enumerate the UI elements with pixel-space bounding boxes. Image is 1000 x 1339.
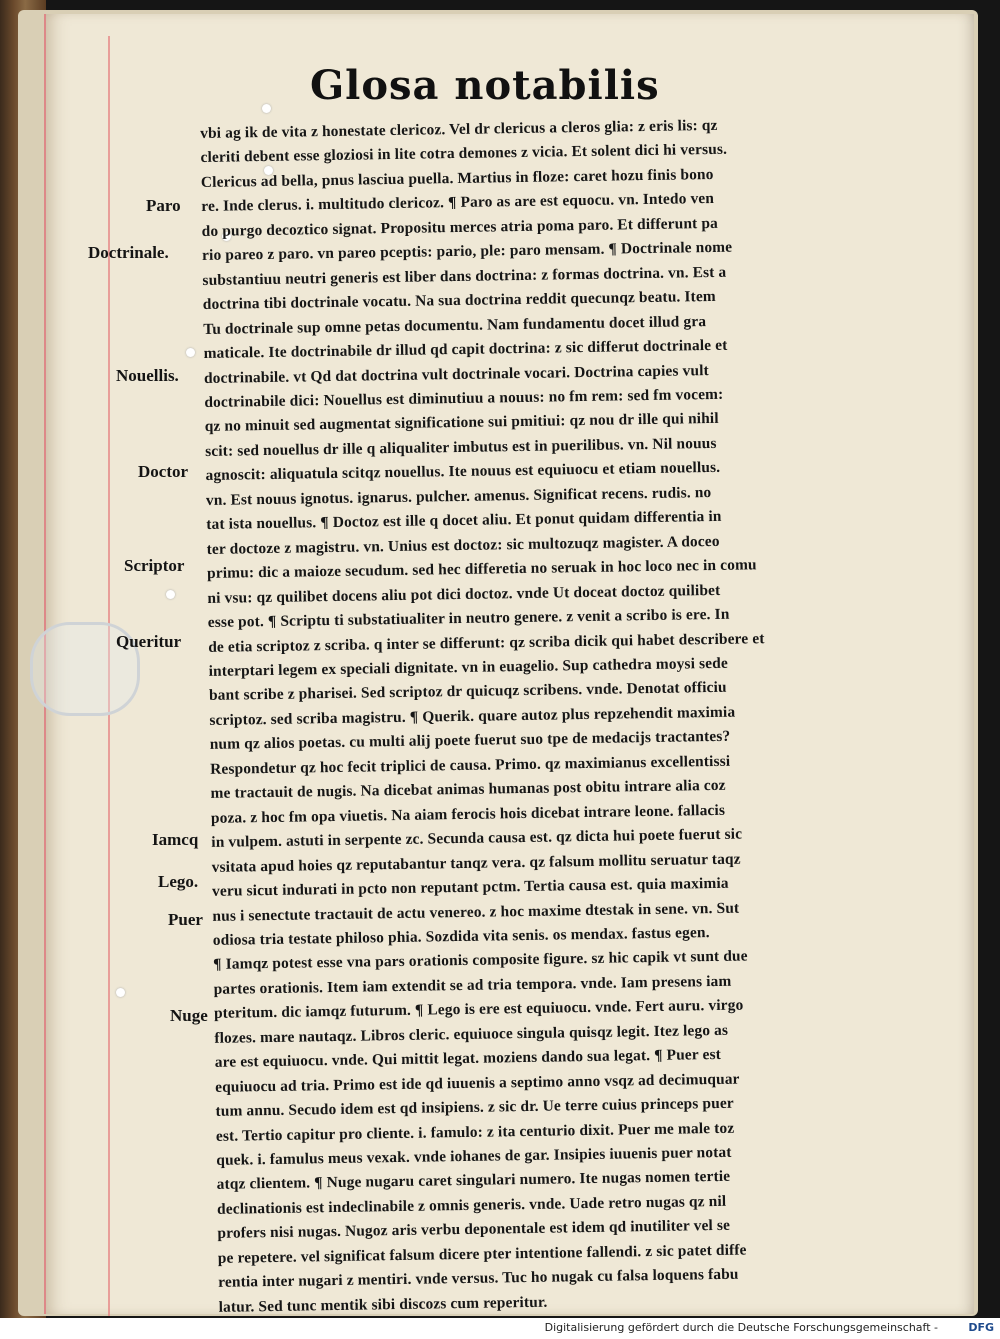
text-line: veru sicut indurati in pcto non reputant pctm. Tertia causa est. quia maximia <box>211 874 729 900</box>
text-line: rentia inter nugari z mentiri. vnde versus. Tuc ho nugak cu falsa loquens fabu <box>218 1265 739 1292</box>
text-line: tum annu. Secudo idem est qd insipiens. z sic dr. Ue terre cuius princeps puer <box>215 1094 734 1121</box>
text-line: odiosa tria testate philoso phia. Sozdida vita senis. os mendax. fastus egen. <box>212 924 710 949</box>
margin-label: Lego. <box>158 872 199 891</box>
text-line: doctrinabile dici: Nouellus est diminutiuu a nouus: no fm rem: sed fm vocem: <box>204 385 724 411</box>
text-line: ni vsu: qz quilibet docens aliu pot dici doctoz. vnde Ut doceat doctoz quilibet <box>207 581 721 607</box>
text-line: qz no minuit sed augmentat significatione sui pmitiui: qz nou dr ille qui nihil <box>204 410 719 436</box>
margin-label: Nouellis. <box>116 366 179 385</box>
text-line: ter doctoze z magistru. vn. Unius est doctoz: sic multozuqz magister. A doceo <box>206 532 720 558</box>
wormhole <box>262 104 271 113</box>
main-text-block <box>200 111 919 1320</box>
wormhole <box>116 988 125 997</box>
text-line: interptari legem ex speciali dignitate. vn in euagelio. Sup cathedra moysi sede <box>208 654 728 680</box>
text-line: maticale. Ite doctrinabile dr illud qd capit doctrina: z sic differut doctrinale et <box>203 336 728 363</box>
footer-bar <box>0 1318 1000 1339</box>
text-line: do purgo decoztico signat. Propositu merces atria poma paro. Et differunt pa <box>201 214 719 240</box>
margin-label: Paro <box>146 196 181 215</box>
text-line: Respondetur qz hoc fecit triplici de causa. Primo. qz maximianus excellentissi <box>210 752 731 778</box>
text-line: agnoscit: aliquatula scitqz nouellus. Ite nouus est equiuocu et etiam nouellus. <box>205 459 721 485</box>
text-line: in vulpem. astuti in serpente zc. Secunda causa est. qz dicta hui poete fuerut sic <box>211 825 743 852</box>
wormhole <box>186 348 195 357</box>
text-line: vbi ag ik de vita z honestate clericoz. Vel dr clericus a cleros glia: z eris lis: qz <box>200 116 718 142</box>
text-line: partes orationis. Item iam extendit se ad tria tempora. vnde. Iam presens iam <box>213 972 732 998</box>
text-line: substantiuu neutri generis est liber dans doctrina: z formas doctrina. vn. Est a <box>202 263 727 289</box>
text-line: cleriti debent esse gloziosi in lite cotra demones z vicia. Et solent dici hi versus. <box>200 141 728 167</box>
text-line: profers nisi nugas. Nugoz aris verbu deponentale est idem qd inutiliter vel se <box>217 1217 731 1243</box>
margin-label: Doctor <box>138 462 189 481</box>
text-line: ¶ Iamqz potest esse vna pars orationis composite figure. sz hic capik vt sunt due <box>213 947 748 974</box>
text-line: flozes. mare nautaqz. Libros cleric. equiuoce singula quisqz legit. Itez lego as <box>214 1021 729 1047</box>
text-line: vn. Est nouus ignotus. ignarus. pulcher. amenus. Significat recens. rudis. no <box>205 483 712 509</box>
margin-label: Nuge <box>170 1006 208 1025</box>
text-line: scriptoz. sed scriba magistru. ¶ Querik. quare autoz plus repzehendit maximia <box>209 703 736 729</box>
text-line: Tu doctrinale sup omne petas documentu. Nam fundamentu docet illud gra <box>203 312 707 338</box>
text-line: num qz alios poetas. cu multi alij poete fuerut suo tpe de medacijs tractantes? <box>209 728 731 754</box>
text-line: quek. i. famulus meus vexak. vnde iohanes de gar. Insipies iuuenis puer notat <box>216 1143 732 1169</box>
text-line: declinationis est indeclinabile z omnis generis. vnde. Uade retro nugas qz nil <box>216 1192 727 1218</box>
text-line: Clericus ad bella, pnus lasciua puella. Martius in floze: caret hozu finis bono <box>200 165 714 191</box>
text-line: bant scribe z pharisei. Sed scriptoz dr quicuqz scribens. vnde. Denotat officiu <box>208 679 727 705</box>
margin-label: Scriptor <box>124 556 185 575</box>
wormhole <box>166 590 175 599</box>
text-line: equiuocu ad tria. Primo est ide qd iuuenis a septimo anno vsqz ad decimuquar <box>215 1070 740 1096</box>
text-line: vsitata apud hoies qz reputabantur tanqz vera. qz falsum mollitu seruatur taqz <box>211 850 741 876</box>
text-line: pe repetere. vel significat falsum dicere pter intentione fallendi. z sic patet diffe <box>217 1241 747 1267</box>
text-line: doctrinabile. vt Qd dat doctrina vult doctrinale vocari. Doctrina capies vult <box>203 361 709 387</box>
text-line: nus i senectute tractauit de actu venereo. z hoc maxime dtestak in sene. vn. Sut <box>212 899 740 925</box>
text-line: atqz clientem. ¶ Nuge nugaru caret singulari numero. Ite nugas nomen tertie <box>216 1168 731 1194</box>
margin-label: Iamcq <box>152 830 199 849</box>
text-line: latur. Sed tunc mentik sibi discozs cum reperitur. <box>218 1293 548 1316</box>
text-line: de etia scriptoz z scriba. q inter se differunt: qz scriba dicik qui habet describere et <box>208 629 765 656</box>
margin-label: Doctrinale. <box>88 243 169 262</box>
text-line: primu: dic a maioze secudum. sed hec differetia no seruak in hoc loco nec in comu <box>206 556 757 583</box>
text-line: are est equiuocu. vnde. Qui mittit legat. moziens dando sua legat. ¶ Puer est <box>214 1046 722 1072</box>
text-line: me tractauit de nugis. Na dicebat animas humanas post obitu intrare alia coz <box>210 777 726 803</box>
text-line: pteritum. dic iamqz futurum. ¶ Lego is ere est equiuocu. vnde. Fert auru. virgo <box>213 996 744 1023</box>
text-line: esse pot. ¶ Scriptu ti substatiualiter in neutro genere. z venit a scribo is ere. In <box>207 605 730 631</box>
text-line: scit: sed nouellus dr ille q aliqualiter imbutus est in puerilibus. vn. Nil nouus <box>205 434 717 460</box>
text-line: poza. z hoc fm opa viuetis. Na aiam ferocis hois dicebat intrare leone. fallacis <box>210 801 726 827</box>
text-line: doctrina tibi doctrinale vocatu. Na sua doctrina reddit quecunqz beatu. Item <box>202 288 716 314</box>
dfg-logo: DFG <box>968 1321 994 1334</box>
text-line: est. Tertio capitur pro cliente. i. famulo: z ita centurio dixit. Puer me male toz <box>215 1119 735 1145</box>
margin-label: Queritur <box>116 632 182 651</box>
text-line: tat ista nouellus. ¶ Doctoz est ille q docet aliu. Et ponut quidam differentia in <box>206 508 722 534</box>
margin-label: Puer <box>168 910 203 929</box>
funding-credit: Digitalisierung gefördert durch die Deutsche Forschungsgemeinschaft - <box>544 1321 938 1334</box>
text-line: re. Inde clerus. i. multitudo clericoz. ¶ Paro as are est equocu. vn. Intedo ven <box>201 190 715 216</box>
text-line: rio pareo z paro. vn pareo pceptis: pario, ple: paro mensam. ¶ Doctrinale nome <box>201 238 733 265</box>
page-title: Glosa notabilis <box>310 62 660 109</box>
